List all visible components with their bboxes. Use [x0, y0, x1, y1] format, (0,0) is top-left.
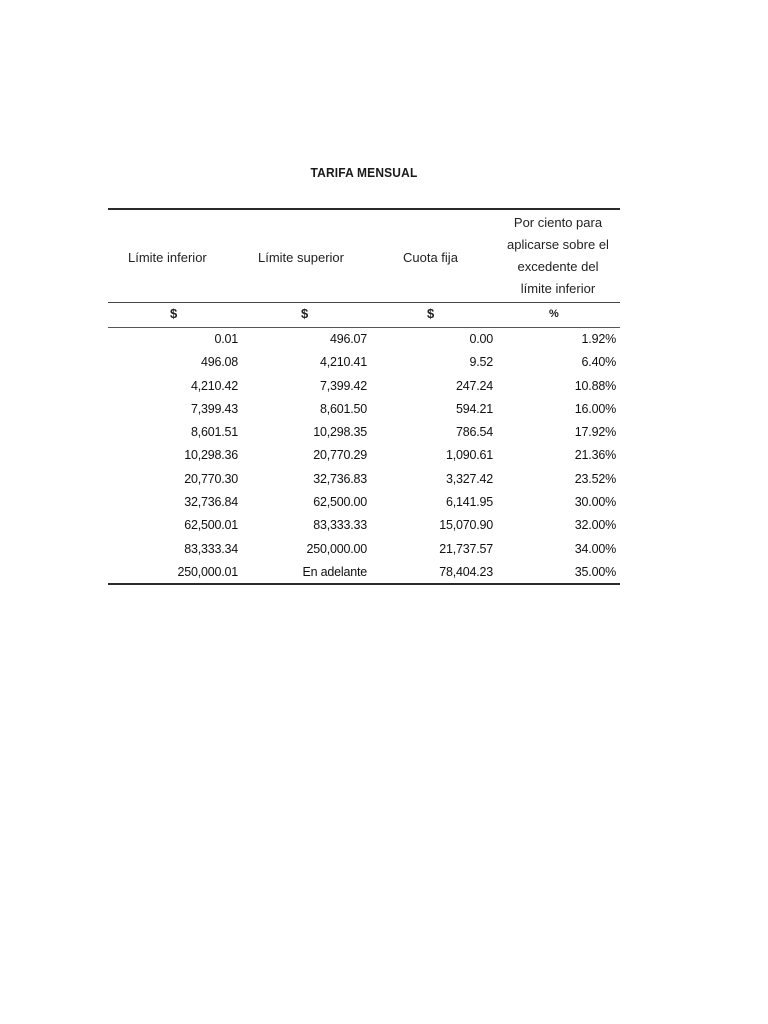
cell-porciento: 6.40% — [581, 355, 616, 370]
cell-porciento: 34.00% — [574, 541, 616, 556]
cell-limite-superior: 250,000.00 — [306, 541, 367, 556]
cell-limite-superior: 4,210.41 — [319, 355, 367, 370]
table-row — [108, 561, 620, 584]
cell-limite-superior: En adelante — [302, 564, 367, 579]
cell-limite-superior: 10,298.35 — [313, 425, 367, 440]
currency-symbol-inferior: $ — [170, 306, 178, 321]
header-rule — [108, 302, 620, 303]
cell-cuota-fija: 9.52 — [469, 355, 493, 370]
cell-limite-superior: 7,399.42 — [319, 378, 367, 393]
cell-limite-inferior: 7,399.43 — [190, 401, 238, 416]
cell-limite-superior: 62,500.00 — [313, 495, 367, 510]
cell-cuota-fija: 21,737.57 — [439, 541, 493, 556]
cell-porciento: 1.92% — [581, 332, 616, 346]
table-row — [108, 421, 620, 444]
cell-porciento: 16.00% — [574, 401, 616, 416]
cell-cuota-fija: 3,327.42 — [445, 471, 493, 486]
table-title: TARIFA MENSUAL — [310, 165, 418, 180]
cell-porciento: 32.00% — [574, 518, 616, 533]
cell-limite-inferior: 20,770.30 — [184, 471, 238, 486]
header-cuota-fija: Cuota fija — [403, 250, 458, 265]
cell-limite-inferior: 8,601.51 — [190, 425, 238, 440]
cell-porciento: 17.92% — [574, 425, 616, 440]
table-bottom-rule — [108, 583, 620, 585]
cell-limite-superior: 496.07 — [329, 332, 367, 346]
cell-limite-inferior: 83,333.34 — [184, 541, 238, 556]
cell-limite-superior: 8,601.50 — [319, 401, 367, 416]
cell-cuota-fija: 15,070.90 — [439, 518, 493, 533]
table-top-rule — [108, 208, 620, 210]
cell-limite-inferior: 62,500.01 — [184, 518, 238, 533]
cell-limite-inferior: 0.01 — [214, 332, 238, 346]
cell-cuota-fija: 1,090.61 — [445, 448, 493, 463]
header-limite-superior: Límite superior — [258, 250, 344, 265]
table-row — [108, 328, 620, 351]
currency-symbol-superior: $ — [301, 306, 309, 321]
cell-limite-inferior: 4,210.42 — [190, 378, 238, 393]
cell-limite-inferior: 10,298.36 — [184, 448, 238, 463]
cell-porciento: 35.00% — [574, 564, 616, 579]
table-row — [108, 398, 620, 421]
currency-symbol-cuota: $ — [427, 306, 435, 321]
header-limite-inferior: Límite inferior — [128, 250, 207, 265]
cell-cuota-fija: 0.00 — [469, 332, 493, 346]
cell-limite-inferior: 496.08 — [200, 355, 238, 370]
table-row — [108, 538, 620, 561]
table-row — [108, 514, 620, 537]
cell-limite-superior: 83,333.33 — [313, 518, 367, 533]
table-row — [108, 444, 620, 467]
cell-limite-superior: 20,770.29 — [313, 448, 367, 463]
cell-cuota-fija: 78,404.23 — [439, 564, 493, 579]
cell-porciento: 21.36% — [574, 448, 616, 463]
cell-limite-inferior: 32,736.84 — [184, 495, 238, 510]
cell-limite-inferior: 250,000.01 — [177, 564, 238, 579]
table-row — [108, 468, 620, 491]
cell-porciento: 23.52% — [574, 471, 616, 486]
cell-cuota-fija: 6,141.95 — [445, 495, 493, 510]
cell-porciento: 30.00% — [574, 495, 616, 510]
cell-porciento: 10.88% — [574, 378, 616, 393]
cell-cuota-fija: 594.21 — [455, 401, 493, 416]
cell-cuota-fija: 247.24 — [455, 378, 493, 393]
percent-symbol: % — [549, 308, 559, 320]
table-row — [108, 375, 620, 398]
table-body — [108, 328, 620, 584]
cell-cuota-fija: 786.54 — [455, 425, 493, 440]
table-row — [108, 351, 620, 374]
table-row — [108, 491, 620, 514]
header-porciento: Por ciento para aplicarse sobre el excedente del límite inferior — [507, 215, 609, 296]
cell-limite-superior: 32,736.83 — [313, 471, 367, 486]
